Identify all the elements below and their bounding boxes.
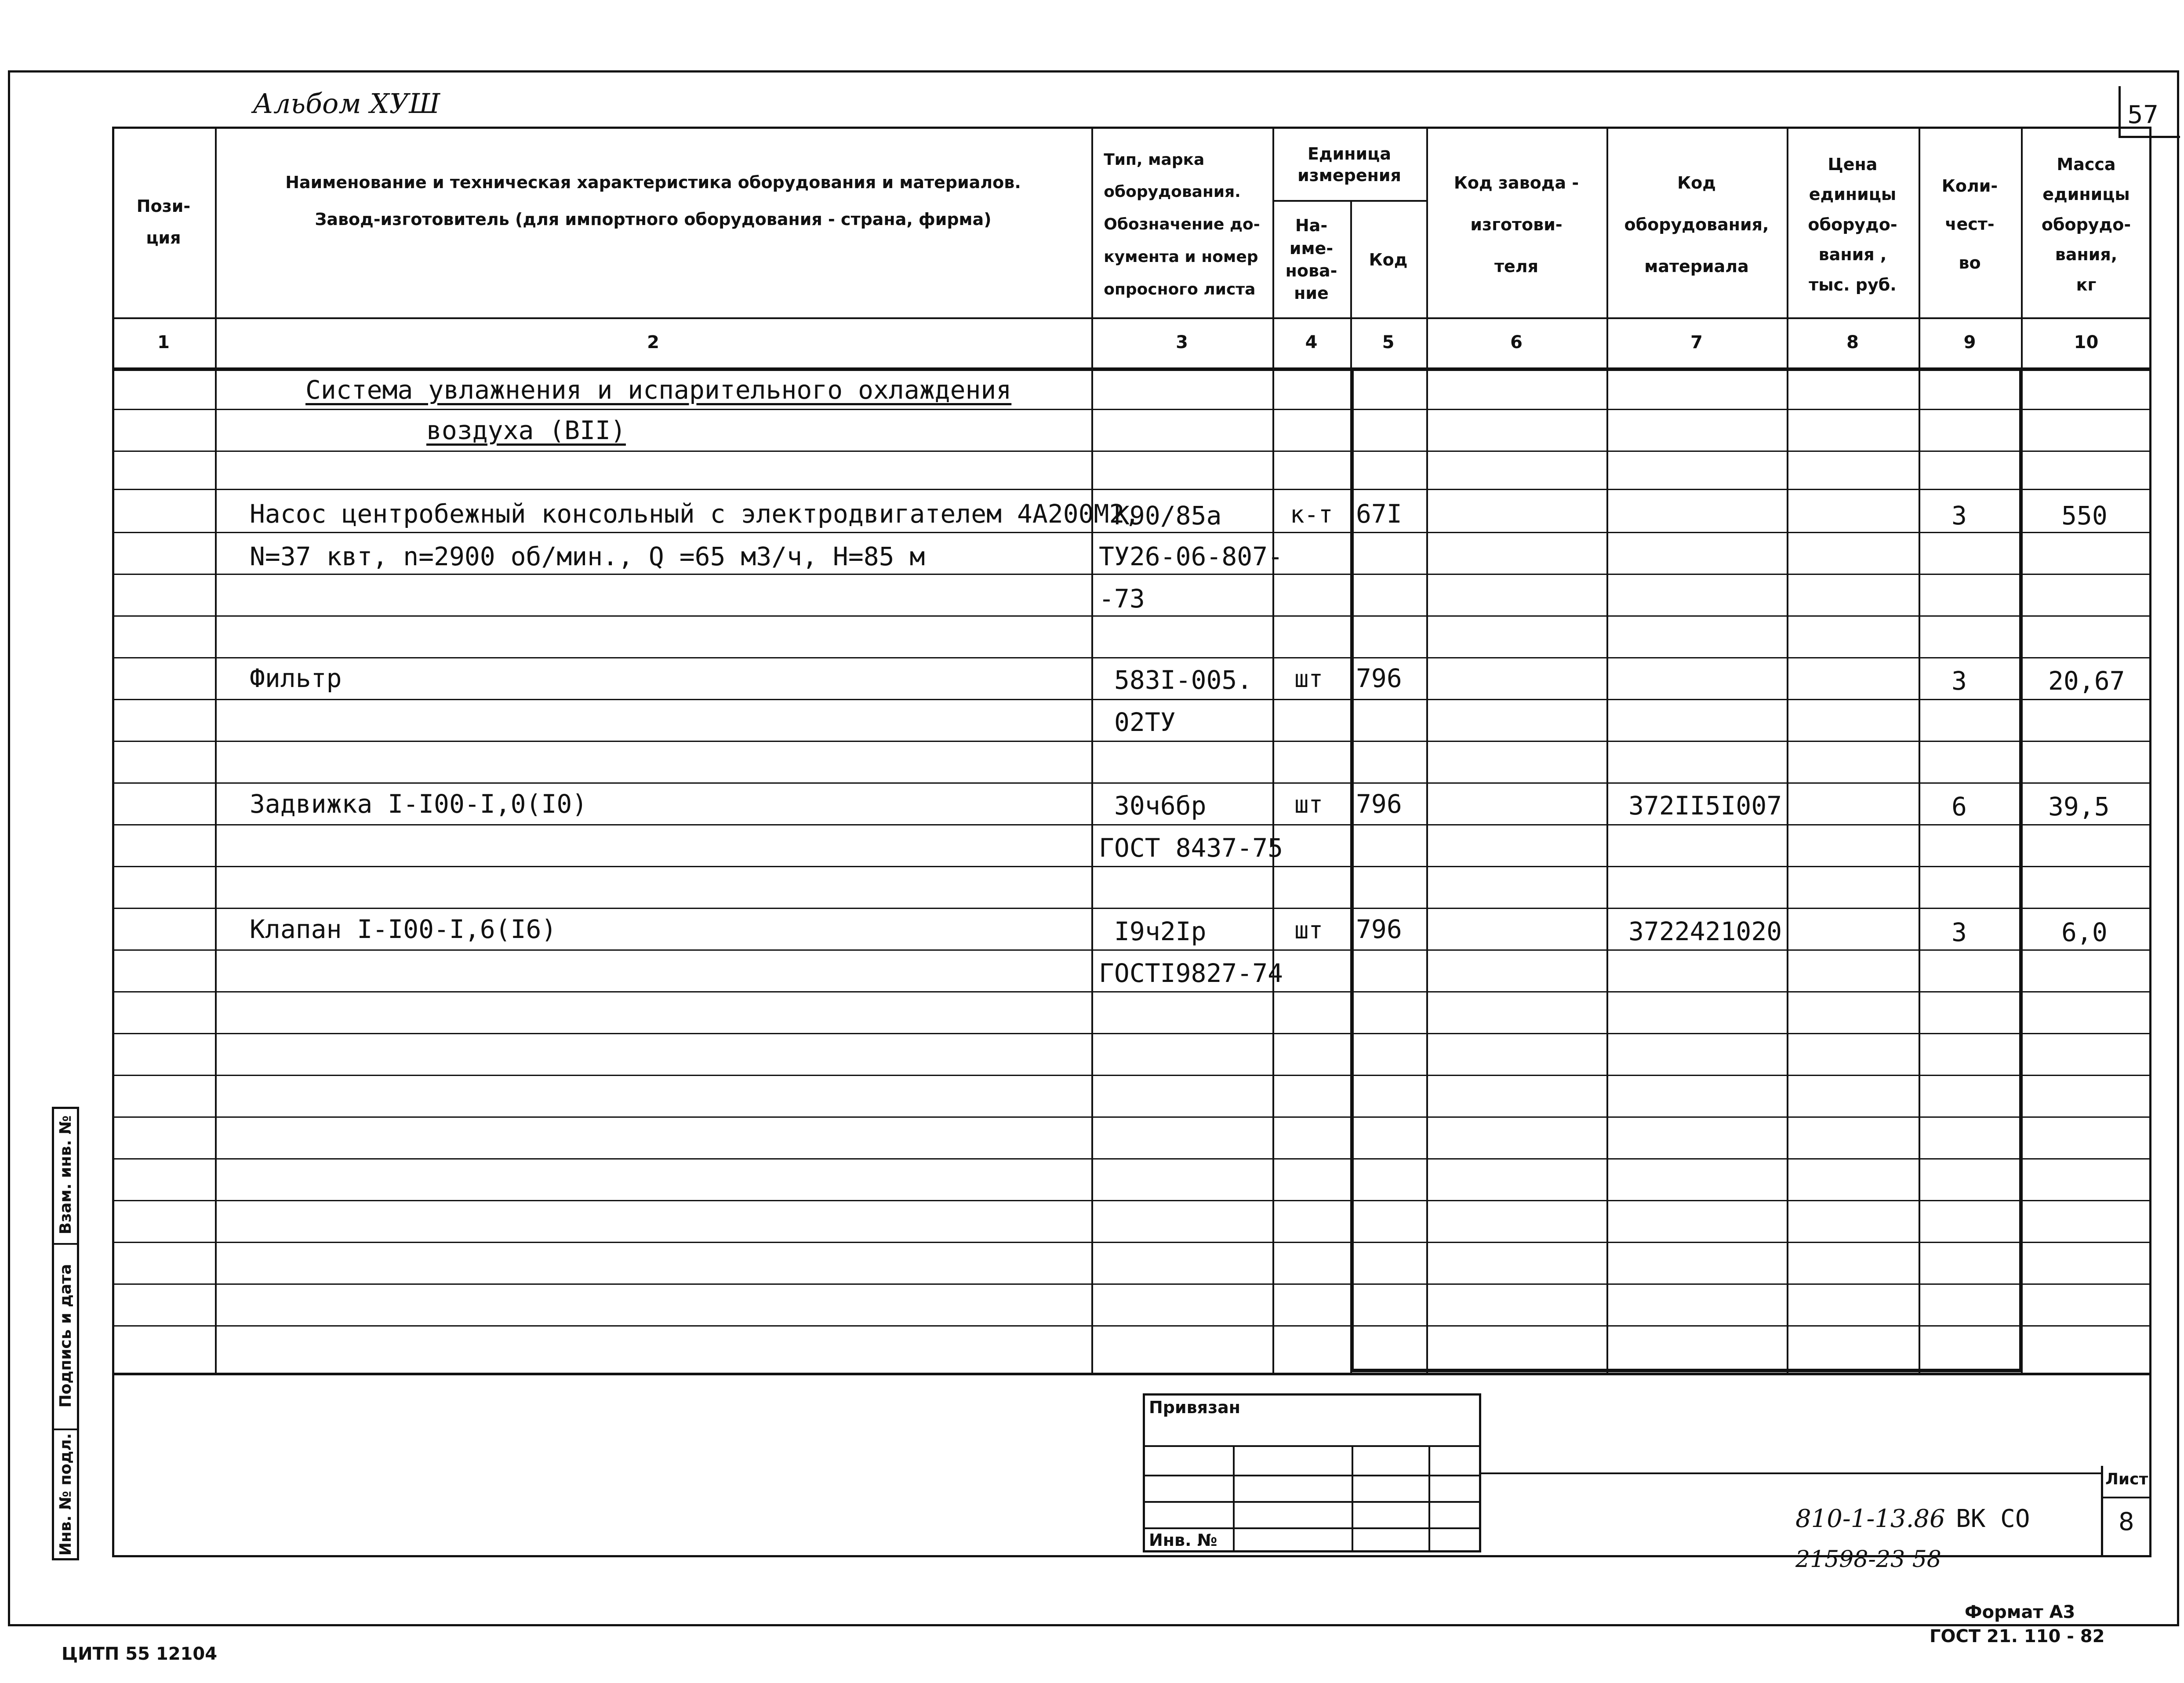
item-type: 583I-005. — [1114, 665, 1253, 695]
page-number: 57 — [2127, 101, 2159, 129]
table-row-line — [112, 1242, 2151, 1243]
item-unit: шт — [1294, 916, 1323, 944]
item-type: К90/85а — [1114, 501, 1222, 531]
sheet-number: 8 — [2119, 1508, 2134, 1536]
colnum-1: 1 — [157, 332, 170, 353]
table-row-line — [112, 657, 2151, 658]
table-row-line — [112, 991, 2151, 992]
header-unit-code: Код — [1369, 250, 1408, 269]
colnum-2: 2 — [647, 332, 659, 353]
item-equipment-code: 372II5I007 — [1628, 791, 1782, 821]
table-row-line — [112, 782, 2151, 784]
table-row-line — [112, 908, 2151, 909]
item-name: N=37 квт, n=2900 об/мин., Q =65 м3/ч, Н=85 м — [250, 542, 925, 571]
item-type: ГОСТI9827-74 — [1099, 958, 1283, 988]
table-row-line — [112, 574, 2151, 575]
binding-line — [1143, 1527, 1481, 1529]
item-equipment-code: 3722421020 — [1628, 916, 1782, 946]
item-type: ТУ26-06-807- — [1099, 542, 1283, 571]
colnum-10: 10 — [2074, 332, 2099, 353]
gost-label: ГОСТ 21. 110 - 82 — [1930, 1626, 2105, 1647]
binding-inv-label: Инв. № — [1149, 1530, 1217, 1550]
side-stamp-sign-label: Подпись и дата — [56, 1264, 75, 1408]
header-factory-code: Код завода - изготови- теля — [1454, 173, 1579, 276]
table-row-line — [112, 866, 2151, 867]
header-position: Пози- ция — [136, 196, 191, 247]
item-mass: 39,5 — [2048, 792, 2110, 822]
item-mass: 20,67 — [2048, 666, 2125, 696]
header-equipment-code: Код оборудования, материала — [1624, 173, 1769, 276]
colnum-5: 5 — [1382, 332, 1395, 353]
header-unit-group: Единица измерения — [1297, 144, 1401, 185]
colnum-9: 9 — [1963, 332, 1976, 353]
table-row-line — [112, 615, 2151, 617]
header-unit-name: На- име- нова- ние — [1285, 216, 1337, 303]
table-row-line — [112, 1158, 2151, 1160]
code-section-frame — [1350, 367, 2023, 1372]
section-title-line-2: воздуха (ВII) — [426, 415, 626, 445]
item-qty: 3 — [1951, 917, 1967, 947]
item-unit: к-т — [1290, 501, 1333, 528]
col-line-1 — [215, 127, 217, 1375]
item-qty: 6 — [1951, 792, 1967, 822]
format-label: Формат А3 — [1965, 1602, 2075, 1622]
item-type: ГОСТ 8437-75 — [1099, 833, 1283, 863]
table-row-line — [112, 451, 2151, 452]
colnum-3: 3 — [1176, 332, 1188, 353]
document-mark: ВК СО — [1956, 1505, 2030, 1533]
table-row-line — [112, 824, 2151, 825]
item-unit-code: 796 — [1356, 663, 1402, 693]
header-quantity: Коли- чест- во — [1941, 176, 1998, 273]
binding-line — [1143, 1501, 1481, 1503]
table-row-line — [112, 949, 2151, 951]
side-stamp-inv-label: Инв. № подл. — [56, 1433, 75, 1556]
section-title-line-1: Система увлажнения и испарительного охлаждения — [305, 375, 1012, 405]
item-unit: шт — [1294, 791, 1323, 818]
document-code: 810-1-13.86 — [1795, 1505, 1945, 1533]
table-row-line — [112, 1033, 2151, 1034]
sheet-label: Лист — [2105, 1470, 2148, 1488]
binding-line — [1143, 1475, 1481, 1476]
item-unit-code: 67I — [1356, 499, 1402, 529]
table-row-line — [112, 532, 2151, 533]
colnum-bottom-line — [112, 367, 2151, 371]
unit-group-line — [1272, 200, 1426, 202]
table-row-line — [112, 489, 2151, 490]
colnum-4: 4 — [1305, 332, 1318, 353]
table-row-line — [112, 1283, 2151, 1285]
item-type: I9ч2Iр — [1114, 916, 1206, 946]
header-mass: Масса единицы оборудо- вания, кг — [2041, 155, 2131, 294]
colnum-6: 6 — [1510, 332, 1523, 353]
item-unit-code: 796 — [1356, 914, 1402, 944]
item-name: Задвижка I-I00-I,0(I0) — [250, 789, 588, 819]
table-row-line — [112, 409, 2151, 410]
binding-line — [1143, 1445, 1481, 1447]
item-name: Фильтр — [250, 663, 342, 693]
item-type: 30ч6бр — [1114, 791, 1206, 821]
table-row-line — [112, 741, 2151, 742]
item-qty: 3 — [1951, 501, 1967, 531]
colnum-7: 7 — [1690, 332, 1703, 353]
table-row-line — [112, 1325, 2151, 1327]
item-type: -73 — [1099, 584, 1145, 614]
binding-col — [1352, 1445, 1353, 1552]
binding-col — [1428, 1445, 1430, 1552]
binding-col — [1233, 1445, 1235, 1552]
header-name: Наименование и техническая характеристика оборудования и материалов. Завод-изготовитель (для импортного оборудования - страна, фирма) — [285, 173, 1021, 229]
item-unit: шт — [1294, 665, 1323, 693]
title-block-line — [1481, 1472, 2101, 1474]
item-name: Насос центробежный консольный с электродвигателем 4А200М2, — [250, 499, 1140, 529]
item-name: Клапан I-I00-I,6(I6) — [250, 914, 557, 944]
archive-number: 21598-23 58 — [1795, 1546, 1941, 1573]
table-row-line — [112, 1116, 2151, 1118]
side-stamp-replace-label: Взам. инв. № — [56, 1115, 75, 1235]
item-qty: 3 — [1951, 666, 1967, 696]
album-title: Альбом ХУШ — [253, 87, 440, 120]
header-price: Цена единицы оборудо- вания , тыс. руб. — [1808, 155, 1897, 294]
cito-label: ЦИТП 55 12104 — [62, 1644, 218, 1664]
item-mass: 6,0 — [2061, 917, 2108, 947]
sheet-box-divider — [2101, 1497, 2151, 1498]
table-row-line — [112, 699, 2151, 700]
item-mass: 550 — [2061, 501, 2108, 531]
item-type: 02ТУ — [1114, 707, 1176, 737]
header-type: Тип, марка оборудования. Обозначение до- кумента и номер опросного листа — [1104, 150, 1260, 298]
colnum-8: 8 — [1846, 332, 1859, 353]
binding-title: Привязан — [1149, 1398, 1241, 1417]
table-row-line — [112, 1075, 2151, 1076]
item-unit-code: 796 — [1356, 789, 1402, 819]
table-row-line — [112, 1200, 2151, 1201]
